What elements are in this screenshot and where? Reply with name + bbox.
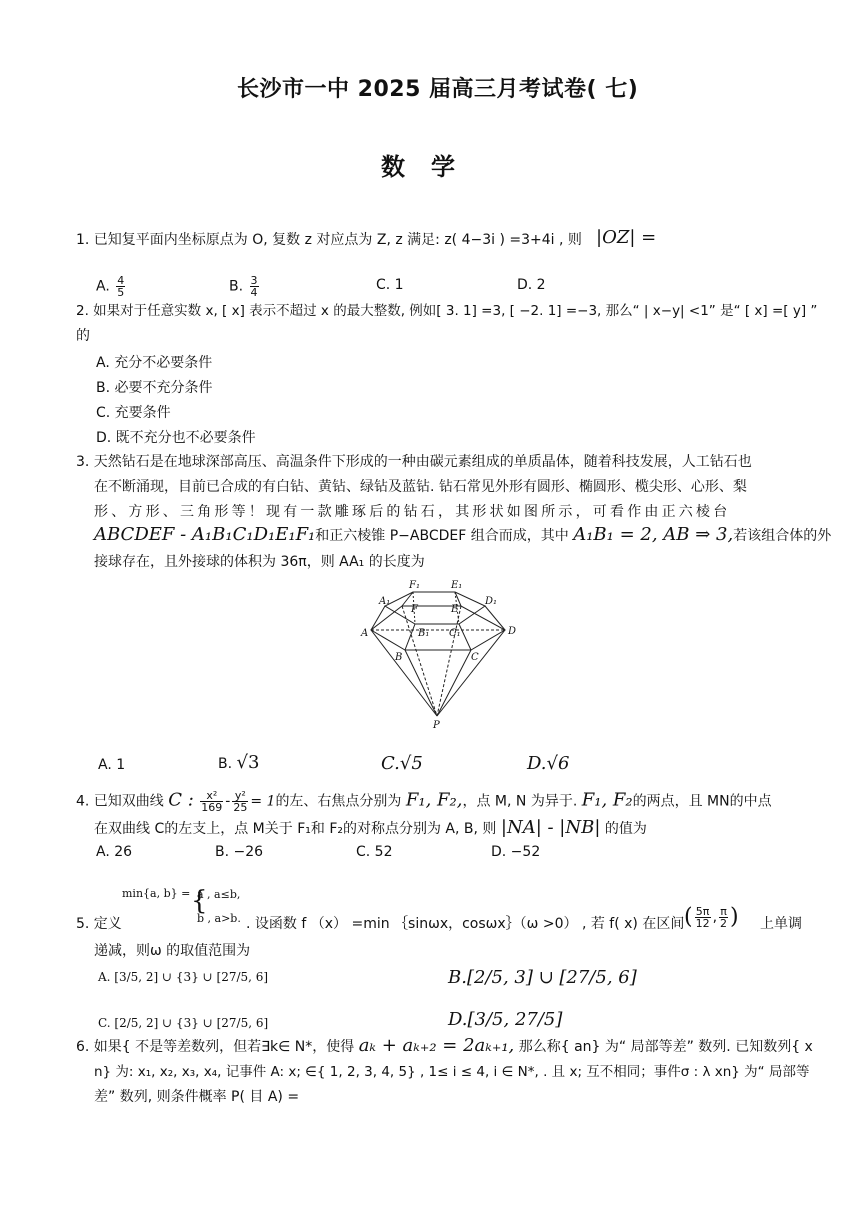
- q1-option-a-label: A.: [96, 278, 110, 295]
- q3-line5: 接球存在，且外接球的体积为 36π，则 AA₁ 的长度为: [94, 554, 425, 570]
- q1-b-num: 3: [250, 274, 258, 287]
- q3-line4-text: 和正六棱锥 P−ABCDEF 组合而成，其中: [315, 528, 569, 544]
- q1-option-b-fraction: [250, 275, 259, 298]
- q2-option-a: A. 充分不必要条件: [96, 355, 213, 371]
- q4-line2: [94, 819, 647, 838]
- q4-option-b: B. −26: [215, 844, 264, 860]
- q4-equals: = 1: [250, 793, 276, 810]
- subject-title: 数学: [381, 153, 481, 181]
- label-d1: D₁: [485, 596, 498, 607]
- label-p: P: [433, 720, 440, 728]
- q3-line2: 在不断涌现，目前已合成的有白钻、黄钻、绿钻及蓝钻. 钻石常见外形有圆形、椭圆形、榄尖形、心形、梨: [94, 479, 747, 495]
- q3-frustum-name: ABCDEF - A₁B₁C₁D₁E₁F₁: [94, 524, 316, 545]
- q5-brace: {: [191, 886, 208, 916]
- q4-x-den: 169: [201, 801, 223, 814]
- q4-minus: -: [225, 793, 231, 810]
- q5-text: . 设函数 f （x） =min ｛sinωx，cosωx｝（ω >0） , 若 f( x) 在区间: [246, 916, 685, 932]
- q6-line3: 差” 数列, 则条件概率 P( 目 A) =: [94, 1089, 300, 1105]
- q4-curve-name: C :: [168, 789, 194, 811]
- q4-text1: 的左、右焦点分别为: [275, 793, 402, 810]
- q6-line2: n} 为: x₁, x₂, x₃, x₄, 记事件 A: x; ∈{ 1, 2, 3, 4, 5} , 1≤ i ≤ 4, i ∈ N*, . 且 x; 互不相同；事件σ : λ xn} 为“ 局部等: [94, 1064, 810, 1080]
- q2-stem-line2: 的: [76, 328, 90, 344]
- q4-y-den: 25: [233, 801, 248, 814]
- q4-line1: [76, 790, 772, 813]
- q5-int-lower: [695, 906, 711, 929]
- label-e1: E₁: [451, 580, 463, 591]
- q3-option-b-value: √3: [236, 752, 260, 773]
- q4-line2-text: 在双曲线 C的左支上，点 M关于 F₁和 F₂的对称点分别为 A, B, 则: [94, 821, 497, 837]
- q5-int-upper-num: π: [720, 905, 727, 918]
- q1-b-den: 4: [250, 286, 258, 299]
- q5-case1: a , a≤b,: [197, 888, 241, 901]
- q1-expr: |OZ| =: [596, 227, 657, 248]
- label-a1: A₁: [379, 596, 391, 607]
- girdle-hexagon: [371, 606, 505, 650]
- q1-option-b: [229, 275, 261, 298]
- q2-stem-line1: 2. 如果对于任意实数 x, [ x] 表示不超过 x 的最大整数, 例如[ 3. 1] =3, [ −2. 1] =−3, 那么“ | x−y| <1” 是“ [ x] =[ y] ”: [76, 303, 818, 319]
- q3-option-a: A. 1: [98, 757, 126, 773]
- q5-int-upper-den: 2: [720, 917, 728, 930]
- q5-option-b: B.[2/5, 3] ∪ [27/5, 6]: [448, 967, 637, 988]
- label-e: E: [451, 604, 459, 615]
- q4-x-fraction: [200, 790, 223, 813]
- q6-line1-b: 那么称{ an} 为“ 局部等差” 数列. 已知数列{ x: [518, 1039, 813, 1055]
- q2-option-b: B. 必要不充分条件: [96, 380, 213, 396]
- q4-text3: 的两点，且 MN的中点: [632, 793, 772, 810]
- q2-option-d: D. 既不充分也不必要条件: [96, 430, 256, 446]
- label-b: B: [395, 652, 403, 663]
- q5-option-a: A. [3/5, 2] ∪ {3} ∪ [27/5, 6]: [98, 970, 269, 984]
- q4-option-c: C. 52: [356, 844, 393, 860]
- q5-case2: b , a>b.: [197, 912, 241, 925]
- q4-option-a: A. 26: [96, 844, 133, 860]
- q1-option-d: D. 2: [517, 277, 546, 293]
- q5-line2: 递减，则ω 的取值范围为: [94, 943, 251, 959]
- label-d: D: [508, 626, 517, 637]
- q4-line2-end: 的值为: [604, 821, 647, 837]
- q5-interval: ( $\frac{5\pi}{12}$ , $\frac{\pi}{2}$ ): [684, 904, 739, 930]
- q2-option-c: C. 充要条件: [96, 405, 171, 421]
- q5-text-end: 上单调: [760, 916, 802, 932]
- q4-prefix: 4. 已知双曲线: [76, 793, 164, 810]
- q5-min-label: min{a, b} =: [122, 887, 191, 900]
- q3-option-c: C.√5: [381, 753, 423, 774]
- q1-option-a-fraction: [116, 275, 125, 298]
- q3-option-b: [218, 752, 259, 773]
- label-c: C: [471, 652, 479, 663]
- q1-option-c: C. 1: [376, 277, 404, 293]
- q4-foci: F₁, F₂,: [405, 789, 463, 811]
- q3-option-b-label: B.: [218, 756, 233, 772]
- q6-line1: [76, 1037, 813, 1056]
- q1-option-a: [96, 275, 127, 298]
- label-a: A: [361, 628, 369, 639]
- q5-int-lower-num: 5π: [695, 905, 710, 918]
- q3-line3: 形、方形、三角形等！现有一款雕琢后的钻石，其形状如图所示，可看作由正六棱台: [94, 504, 731, 520]
- q1-option-b-label: B.: [229, 278, 244, 295]
- q4-y-fraction: [232, 790, 248, 813]
- q5-option-d: D.[3/5, 27/5]: [448, 1009, 563, 1030]
- q4-y-num: y²: [232, 790, 248, 802]
- label-f: F: [411, 604, 418, 615]
- q1-a-num: 4: [117, 274, 125, 287]
- diamond-figure: [355, 578, 525, 728]
- label-b1: B₁: [418, 628, 430, 639]
- q5-int-upper: [719, 906, 728, 929]
- q5-int-lower-den: 12: [695, 917, 710, 930]
- q4-x-num: x²: [200, 790, 223, 802]
- q6-line1-a: 6. 如果{ 不是等差数列，但若∃k∈ N*，使得: [76, 1039, 355, 1055]
- q4-foci2: F₁, F₂: [581, 789, 633, 811]
- q5-min-def: [122, 887, 190, 900]
- q5-prefix: 5. 定义: [76, 916, 122, 932]
- q3-line4: [94, 526, 831, 545]
- label-f1: F₁: [409, 580, 420, 591]
- label-c1: C₁: [449, 628, 461, 639]
- exam-title: 长沙市一中 2025 届高三月考试卷( 七): [237, 77, 639, 102]
- diamond-lines: [371, 592, 505, 716]
- q4-option-d: D. −52: [491, 844, 541, 860]
- q1-stem: 1. 已知复平面内坐标原点为 O, 复数 z 对应点为 Z, z 满足: z( 4−3i ) =3+4i , 则: [76, 232, 582, 248]
- q6-local-arith-eq: aₖ + aₖ₊₂ = 2aₖ₊₁,: [358, 1035, 515, 1056]
- q4-text2: ，点 M, N 为异于.: [462, 793, 578, 810]
- q1-a-den: 5: [117, 286, 125, 299]
- q4-line2-expr: |NA| - |NB|: [500, 817, 601, 838]
- q3-option-d: D.√6: [527, 753, 570, 774]
- q3-line4-text2: 若该组合体的外: [733, 528, 832, 544]
- q3-edge-lengths: A₁B₁ = 2, AB ⇒ 3,: [573, 524, 734, 545]
- q5-option-c: C. [2/5, 2] ∪ {3} ∪ [27/5, 6]: [98, 1016, 269, 1030]
- q3-line1: 3. 天然钻石是在地球深部高压、高温条件下形成的一种由碳元素组成的单质晶体，随着科技发展，人工钻石也: [76, 454, 752, 470]
